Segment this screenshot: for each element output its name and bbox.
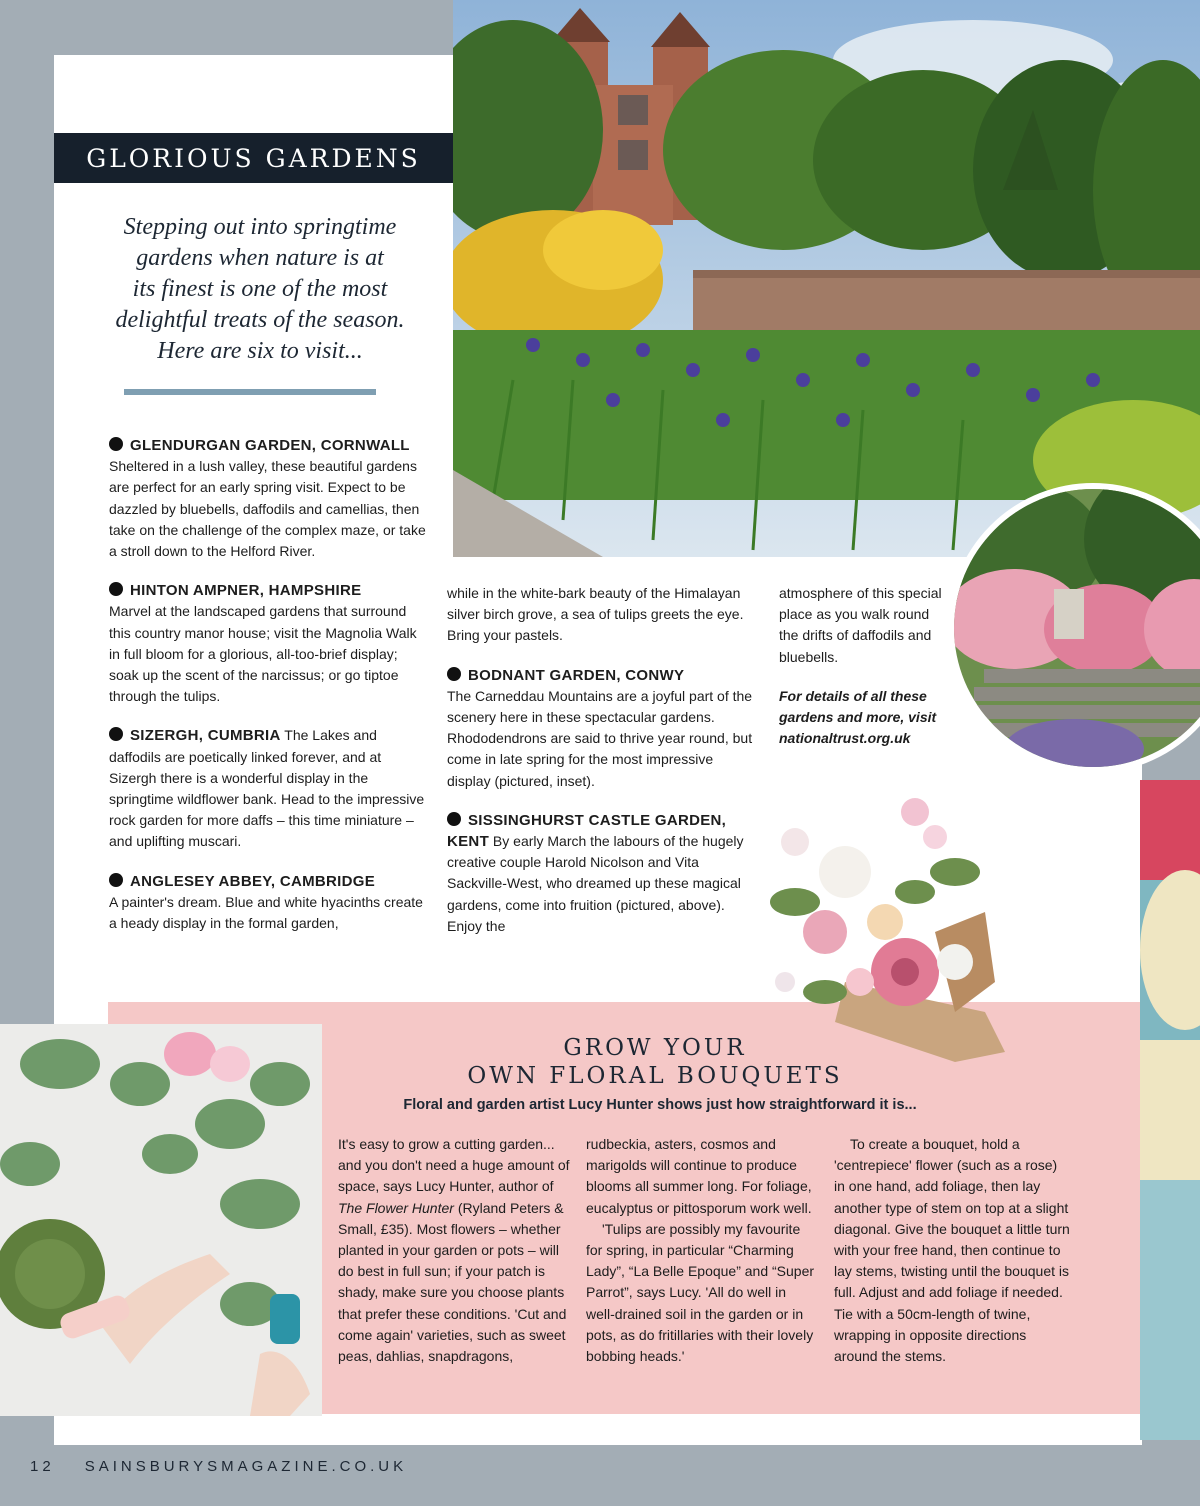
garden-description: By early March the labours of the hugely creative couple Harold Nicolson and Vita Sackville-West, who dreamed up these magical gardens, come into fruition (pictured, above). Enjoy the: [447, 833, 744, 934]
details-note: For details of all these gardens and more, visit nationaltrust.org.uk: [779, 687, 937, 747]
bullet-icon: [109, 873, 123, 887]
section-title-bar: [54, 133, 453, 183]
intro-line: its finest is one of the most: [132, 276, 388, 302]
garden-entry: [109, 580, 427, 707]
garden-description: A painter's dream. Blue and white hyacinths create a heady display in the formal garden,: [109, 893, 423, 932]
intro-text: [90, 212, 430, 367]
bullet-icon: [109, 582, 123, 596]
body-text: It's easy to grow a cutting garden... and you don't need a huge amount of space, says Lucy Hunter, author of: [338, 1136, 570, 1195]
garden-description: The Lakes and daffodils are poetically linked forever, and at Sizergh there is a wonderful display in the springtime wildflower bank. Head to the impressive rock garden for more daffs – this time miniature – and uplifting muscari.: [109, 727, 425, 850]
garden-heading: GLENDURGAN GARDEN, CORNWALL: [130, 437, 410, 454]
gardens-column-2: [447, 583, 759, 955]
bouquet-column-1: [338, 1134, 570, 1367]
garden-entry: [447, 810, 759, 937]
bouquet-section-title: [420, 1034, 890, 1090]
page-number: 12: [30, 1458, 55, 1475]
garden-description: Marvel at the landscaped gardens that surround this country manor house; visit the Magnolia Walk in full bloom for a glorious, all-too-brief display; soak up the scent of the narcissus; or go tiptoe through the tulips.: [109, 603, 417, 705]
garden-heading: SISSINGHURST CASTLE GARDEN, KENT: [447, 811, 727, 851]
bullet-icon: [447, 667, 461, 681]
site-url: SAINSBURYSMAGAZINE.CO.UK: [84, 1458, 408, 1475]
body-text: 'Tulips are possibly my favourite for spring, in particular “Charming Lady”, “La Belle Epoque” and “Super Parrot”, says Lucy. 'All do well in well-drained soil in the garden or in pots, as do fritillaries with their lovely bobbing heads.': [586, 1220, 815, 1365]
garden-entry: [109, 435, 427, 562]
body-text: rudbeckia, asters, cosmos and marigolds will continue to produce blooms all summer long. For foliage, eucalyptus or pittosporum work well.: [586, 1136, 812, 1216]
right-edge-photo: [1140, 780, 1200, 1440]
title-line: OWN FLORAL BOUQUETS: [467, 1063, 843, 1089]
bouquet-making-photo: [0, 1024, 322, 1416]
garden-entry: [109, 725, 427, 852]
garden-entry: [109, 871, 427, 935]
garden-continuation: while in the white-bark beauty of the Himalayan silver birch grove, a sea of tulips greets the eye. Bring your pastels.: [447, 585, 744, 644]
garden-heading: HINTON AMPNER, HAMPSHIRE: [130, 582, 362, 600]
bouquet-photo: [755, 782, 1015, 1062]
garden-heading: ANGLESEY ABBEY, CAMBRIDGE: [130, 872, 376, 890]
garden-description: The Carneddau Mountains are a joyful part of the scenery here in these spectacular gardens. Rhododendrons are said to thrive year round, but come in late spring for the most impressive display (pictured, inset).: [447, 687, 753, 789]
intro-line: gardens when nature is at: [136, 245, 384, 271]
garden-heading: BODNANT GARDEN, CONWY: [468, 666, 685, 684]
body-text: (Ryland Peters & Small, £35). Most flowers – whether planted in your garden or pots – will do best in full sun; if your patch is shady, make sure you choose plants that prefer these conditions. 'Cut and come again' varieties, such as sweet peas, dahlias, snapdragons,: [338, 1199, 567, 1365]
page-footer: [30, 1458, 407, 1475]
bouquet-column-3: To create a bouquet, hold a 'centrepiece' flower (such as a rose) in one hand, add foliage, then lay another type of stem on top at a slight diagonal. Give the bouquet a little turn with your free hand, then continue to lay stems, twisting until the bouquet is full. Adjust and add foliage if needed. Tie with a 50cm-length of twine, wrapping in opposite directions around the stems.: [834, 1136, 1070, 1365]
gardens-column-1: [109, 435, 427, 952]
gardens-column-3: [779, 583, 949, 767]
garden-description: Sheltered in a lush valley, these beautiful gardens are perfect for an early spring visit. Expect to be dazzled by bluebells, daffodils and camellias, then take on the challenge of the complex maze, or take a stroll down to the Helford River.: [109, 458, 426, 560]
intro-line: Stepping out into springtime: [123, 214, 397, 240]
bullet-icon: [447, 812, 461, 826]
title-line: GROW YOUR: [563, 1035, 747, 1061]
bouquet-column-2: [586, 1134, 816, 1367]
garden-entry: [447, 665, 759, 792]
garden-continuation: atmosphere of this special place as you walk round the drifts of daffodils and bluebells.: [779, 585, 942, 665]
garden-heading: SIZERGH, CUMBRIA: [130, 727, 281, 745]
bouquet-subtitle: Floral and garden artist Lucy Hunter shows just how straightforward it is...: [403, 1097, 917, 1113]
bullet-icon: [109, 727, 123, 741]
intro-line: delightful treats of the season.: [115, 307, 405, 333]
page-title: GLORIOUS GARDENS: [86, 143, 421, 173]
divider: [124, 389, 376, 395]
bullet-icon: [109, 437, 123, 451]
book-title: The Flower Hunter: [338, 1199, 454, 1216]
intro-line: Here are six to visit...: [157, 338, 363, 364]
sissinghurst-garden-photo: [453, 0, 1200, 557]
